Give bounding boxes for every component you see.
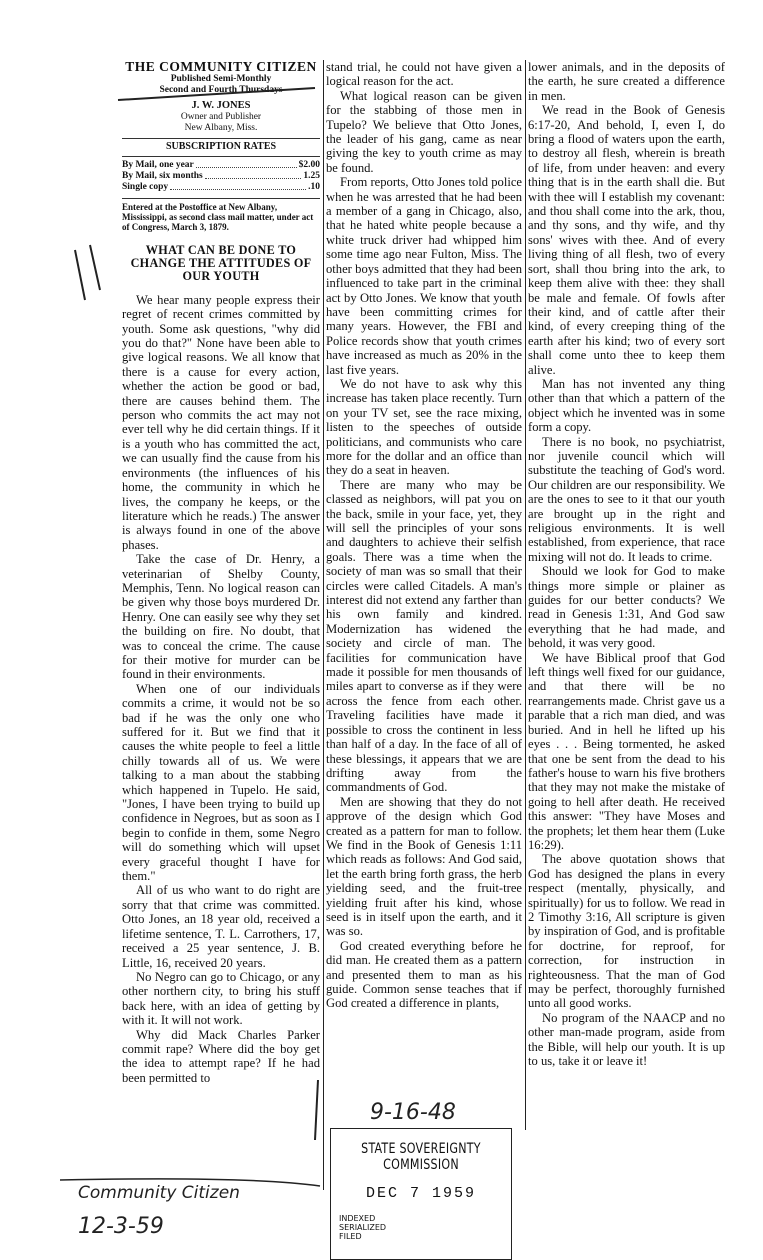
column-2 [326, 60, 522, 1011]
paragraph: stand trial, he could not have given a logical reason for the act. [326, 60, 522, 89]
paragraph: The above quotation shows that God has designed the plans in every respect (mentally, physically, and spiritually) for us to follow. We read in 2 Timothy 3:16, All scripture is given by inspiration of God, and is profitable for doctrine, for reproof, for correction, for instruction in righteousness. That the man of God may be perfect, thoroughly furnished unto all good works. [528, 852, 725, 1011]
column-rule [323, 60, 324, 1190]
paragraph: Should we look for God to make things more simple or plainer as guides for our better conducts? We read in Genesis 1:31, And God saw everything that he had made, and behold, it was very good. [528, 564, 725, 651]
paragraph: From reports, Otto Jones told police when he was arrested that he had been a member of a gang in Chicago, also, that he hated white people because a white truck driver had whipped him some time ago near Fulton, Miss. The other boys admitted that they had been influenced to take part in the criminal act by Otto Jones. We know that youth have been committing crimes for many years. However, the FBI and Police records show that youth crimes have increased as much as 20% in the last five years. [326, 175, 522, 377]
schedule-line: Second and Fourth Thursdays [159, 85, 283, 96]
handwritten-date-2: 12-3-59 [78, 1214, 164, 1239]
owner-title: Owner and Publisher [180, 112, 262, 123]
owner-name: J. W. JONES [191, 100, 251, 112]
rate-row: By Mail, six months 1.25 [122, 170, 320, 181]
paragraph: God created everything before he did man. He created them as a pattern and presented them to man as his guide. Common sense teaches that if God created a difference in plants, [326, 938, 522, 1011]
paragraph: Why did Mack Charles Parker commit rape? Where did the boy get the idea to attempt rape? If he had been permitted to [122, 1027, 320, 1085]
paragraph: We do not have to ask why this increase has taken place recently. Turn on your TV set, see the race mixing, listen to the speeches of outside politicians, and communists who care more for the dollar and an office than they do a seat in heaven. [326, 376, 522, 478]
rates-list [122, 160, 320, 193]
rate-row: Single copy .10 [122, 181, 320, 192]
paragraph: Men are showing that they do not approve of the design which God created as a pattern for man to follow. We find in the Book of Genesis 1:11 which reads as follows: And God said, let the earth bring forth grass, the herb yielding seed, and the fruit-tree yielding fruit after his kind, whose seed is in itself upon the earth, and it was so. [326, 794, 522, 939]
article-headline: WHAT CAN BE DONE TO CHANGE THE ATTITUDES OF OUR YOUTH [130, 242, 312, 283]
entered-notice: Entered at the Postoffice at New Albany, Mississippi, as second class mail matter, under act of Congress, March 3, 1879. [122, 198, 320, 232]
handwritten-source: Community Citizen [78, 1183, 240, 1203]
rates-heading: SUBSCRIPTION RATES [122, 138, 320, 156]
stamp-title: STATE SOVEREIGNTY COMMISSION [361, 1141, 481, 1173]
handwritten-date: 9-16-48 [370, 1100, 456, 1125]
paragraph: When one of our individuals commits a crime, it would not be so bad if he was the only one who suffered for it. But we find that it causes the white people to feel a little chilly towards all of us. We were talking to a man about the stabbing which happened in Tupelo. He said, "Jones, I have been trying to build up confidence in Negroes, but as soon as I begin to confide in them, some Negro will do something which will upset every graceful thought I have for them." [122, 681, 320, 884]
newspaper-title: THE COMMUNITY CITIZEN [125, 59, 317, 74]
paragraph: We hear many people express their regret of recent crimes committed by youth. Some ask questions, "why did you do that?" None have been able to give logical reasons. We all know that there is a cause for every action, whether the action be good or bad, there are causes behind them. The person who commits the act may not ever tell why he did certain things. If it is a youth who has committed the act, we can usually find the cause from his environments (the influences of his home, the community in which he lives, the company he keeps, or the literature which he reads.) The answer is always found in one of the above phases. [122, 292, 320, 552]
stamp-date: DEC 7 1959 [365, 1185, 476, 1202]
location: New Albany, Miss. [184, 123, 258, 134]
paragraph: What logical reason can be given for the stabbing of those men in Tupelo? We believe that Otto Jones, the leader of his gang, came as near giving the key to youth crime as may be found. [326, 88, 522, 175]
stamp-filed: FILED [339, 1232, 362, 1241]
rate-row: By Mail, one year $2.00 [122, 159, 320, 170]
paragraph: All of us who want to do right are sorry that that crime was committed. Otto Jones, an 18 year old, received a lifetime sentence, T. L. Carrothers, 17, received a 25 year sentence, J. B. Little, 16, received 20 years. [122, 883, 320, 970]
paragraph: We have Biblical proof that God left things well fixed for our guidance, and that there will be no rearrangements made. Christ gave us a parable that a rich man died, and was buried. And in hell he lifted up his eyes . . . Being tormented, he asked that one be sent from the dead to his father's house to warn his five brothers that they may not make the mistake of going to hell after death. He received this answer: "They have Moses and the prophets; let them hear them (Luke 16:29). [528, 650, 725, 852]
paragraph: There is no book, no psychiatrist, nor juvenile council which will substitute the teaching of God's word. Our children are our responsibility. We are the ones to see to it that our youth are brought up in the right and religious environments. It is well established, from experience, that race mixing will not do. It leads to crime. [528, 434, 725, 564]
paragraph: lower animals, and in the deposits of the earth, he sure created a difference in men. [528, 60, 725, 103]
stamp-indexed: INDEXED [339, 1214, 376, 1223]
sovereignty-commission-stamp [330, 1128, 512, 1260]
stamp-serialized: SERIALIZED [339, 1223, 387, 1232]
column-3 [528, 60, 725, 1068]
paragraph: No program of the NAACP and no other man-made program, aside from the Bible, will help our youth. It is up to us, take it or leave it! [528, 1010, 725, 1069]
paragraph: Take the case of Dr. Henry, a veterinarian of Shelby County, Memphis, Tenn. No logical reason can be given why those boys murdered Dr. Henry. One can easily see why they set the building on fire. No doubt, that was to conceal the crime. The cause for their motive for murder can be found in their environments. [122, 552, 320, 682]
paragraph: There are many who may be classed as neighbors, will pat you on the back, smile in your face, yet, they will sell the principles of your sons and daughters to achieve their selfish goals. There was a time when the society of man was so small that their circles were called Citadels. A man's interest did not extend any farther than his own family and kindred. Modernization has widened the society and circle of man. The facilities for communication have made it possible for men thousands of miles apart to converse as if they were across the fence from each other. Traveling facilities have made it possible to cross the continent in less than half of a day. In the face of all of these blessings, it appears that we are drifting away from the commandments of God. [326, 477, 522, 795]
paragraph: No Negro can go to Chicago, or any other northern city, to bring his stuff back here, with an idea of getting by with it. It will not work. [122, 969, 320, 1028]
masthead [122, 60, 320, 232]
paragraph: Man has not invented any thing other than that which a pattern of the object which he invented was in some form a copy. [528, 376, 725, 435]
paragraph: We read in the Book of Genesis 6:17-20, And behold, I, even I, do bring a flood of waters upon the earth, to destroy all flesh, wherein is breath of life, from under heaven: and every thing that is in the earth shall die. But with thee will I establish my covenant: and thou shall come into the ark, thou, and thy sons, and thy wife, and thy sons' wives with thee. And of every living thing of all flesh, two of every sort, shall thou bring into the ark, to keep them alive with thee: they shall be male and female. Of fowls after their kind, and of cattle after their kind, of every creeping thing of the earth after his kind; two of every sort shall come unto thee to keep them alive. [528, 103, 725, 377]
column-rule [525, 60, 526, 1130]
column-1 [122, 60, 320, 1085]
stamp-rows [331, 1214, 511, 1241]
published-line: Published Semi-Monthly [170, 74, 272, 85]
